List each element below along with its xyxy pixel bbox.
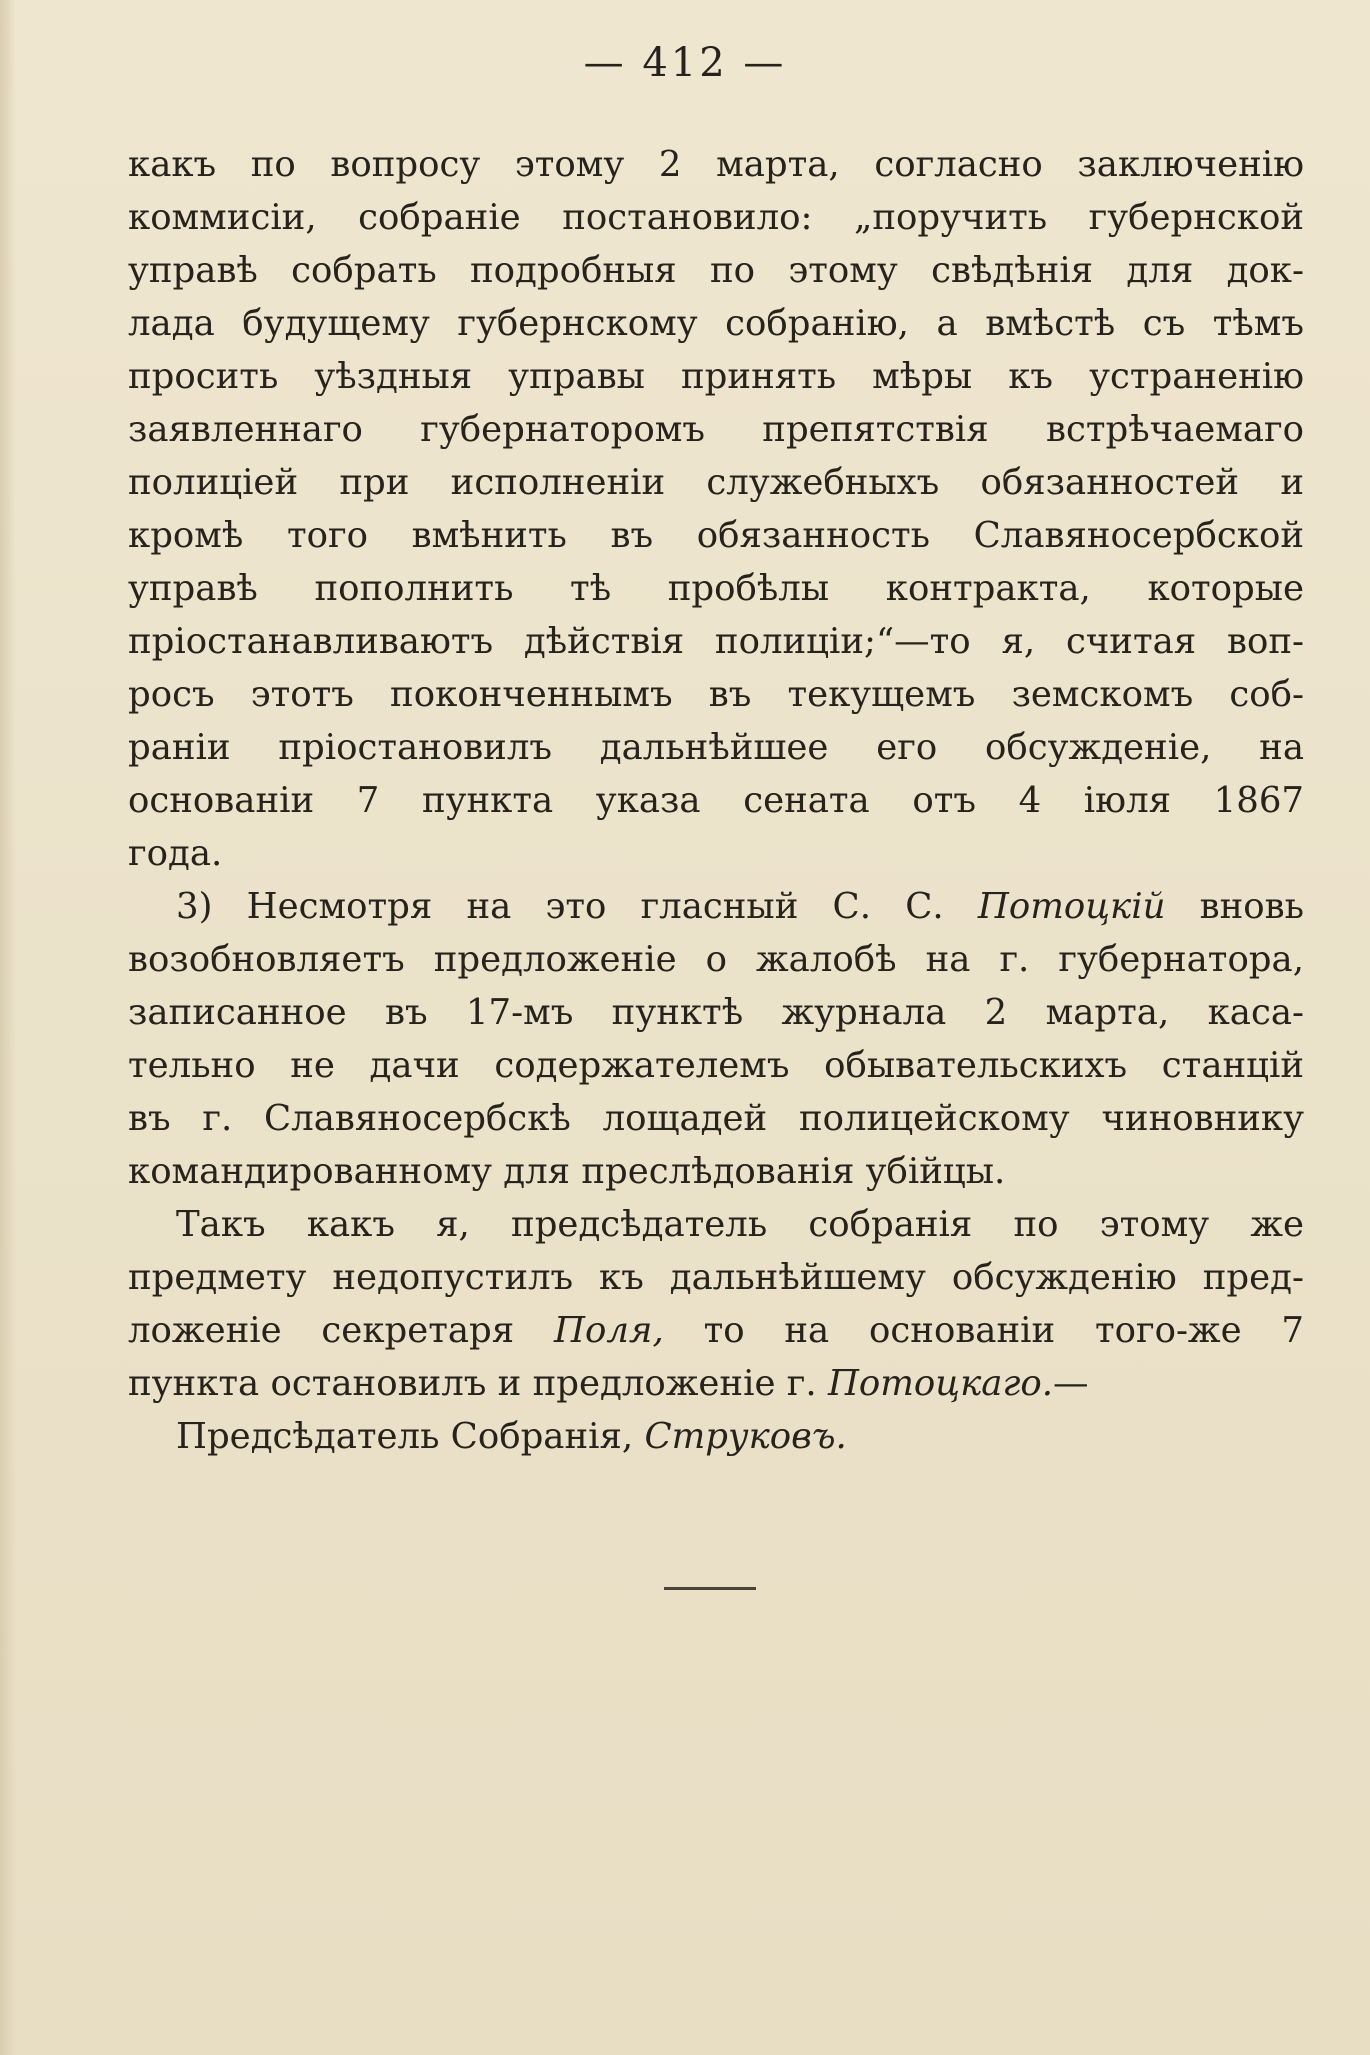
text-line: лада будущему губернскому собранію, а вмѣстѣ съ тѣмъ bbox=[128, 303, 1304, 344]
text-line: Такъ какъ я, предсѣдатель собранія по этому же bbox=[176, 1204, 1304, 1245]
signature bbox=[128, 1410, 1304, 1463]
section-divider bbox=[664, 1587, 756, 1590]
name-potockago: Потоцкаго. bbox=[827, 1363, 1054, 1404]
signature-name: Струковъ. bbox=[644, 1416, 847, 1457]
text-line: заявленнаго губернаторомъ препятствія встрѣчаемаго bbox=[128, 409, 1304, 450]
text-run: 3) Несмотря на это гласный С. С. bbox=[176, 886, 944, 927]
text-line: управѣ собрать подробныя по этому свѣдѣнія для док- bbox=[128, 250, 1304, 291]
body-text bbox=[128, 138, 1304, 1463]
paragraph-2 bbox=[128, 880, 1304, 1198]
text-run: пункта остановилъ и предложеніе г. bbox=[128, 1363, 817, 1404]
text-line: возобновляетъ предложеніе о жалобѣ на г. губернатора, bbox=[128, 939, 1304, 980]
text-line: росъ этотъ поконченнымъ въ текущемъ земскомъ соб- bbox=[128, 674, 1304, 715]
paragraph-1 bbox=[128, 138, 1304, 880]
text-line: полиціей при исполненіи служебныхъ обязанностей и bbox=[128, 462, 1304, 503]
text-run: ложеніе секретаря bbox=[128, 1310, 515, 1351]
signature-label: Предсѣдатель Собранія, bbox=[176, 1416, 634, 1457]
text-line: года. bbox=[128, 833, 223, 874]
text-line: командированному для преслѣдованія убійцы. bbox=[128, 1151, 1006, 1192]
text-run: то на основаніи того-же 7 bbox=[703, 1310, 1305, 1351]
text-line: пріостанавливаютъ дѣйствія полиціи;“—то я, считая воп- bbox=[128, 621, 1304, 662]
text-line: записанное въ 17-мъ пунктѣ журнала 2 марта, каса- bbox=[128, 992, 1304, 1033]
text-line: управѣ пополнить тѣ пробѣлы контракта, которые bbox=[128, 568, 1304, 609]
text-line: кромѣ того вмѣнить въ обязанность Славяносербской bbox=[128, 515, 1304, 556]
name-pol: Поля, bbox=[554, 1310, 664, 1351]
signature-line bbox=[128, 1410, 1304, 1463]
paragraph-3 bbox=[128, 1198, 1304, 1410]
text-line: коммисіи, собраніе постановило: „поручить губернской bbox=[128, 197, 1304, 238]
text-line: основаніи 7 пункта указа сената отъ 4 іюля 1867 bbox=[128, 780, 1304, 821]
text-line bbox=[128, 1357, 1304, 1410]
text-line bbox=[128, 1304, 1304, 1357]
text-line: раніи пріостановилъ дальнѣйшее его обсужденіе, на bbox=[128, 727, 1304, 768]
text-run: вновь bbox=[1199, 886, 1304, 927]
name-potocky: Потоцкій bbox=[977, 886, 1166, 927]
text-line: какъ по вопросу этому 2 марта, согласно заключенію bbox=[128, 144, 1304, 185]
text-line: тельно не дачи содержателемъ обывательскихъ станцій bbox=[128, 1045, 1304, 1086]
text-run: — bbox=[1053, 1363, 1089, 1404]
text-line: просить уѣздныя управы принять мѣры къ устраненію bbox=[128, 356, 1304, 397]
text-line bbox=[128, 880, 1304, 933]
text-line: въ г. Славяносербскѣ лощадей полицейскому чиновнику bbox=[128, 1098, 1304, 1139]
text-line: предмету недопустилъ къ дальнѣйшему обсужденію пред- bbox=[128, 1257, 1304, 1298]
page-number: — 412 — bbox=[583, 40, 787, 86]
